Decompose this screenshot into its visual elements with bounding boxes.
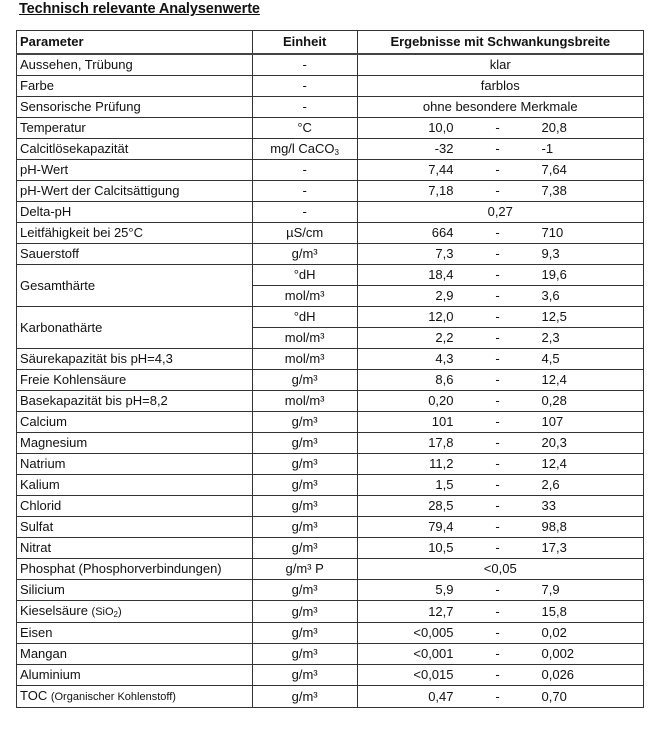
parameter-note-close: ) xyxy=(118,606,122,618)
parameter-cell: Magnesium xyxy=(17,433,253,454)
range-min: 18,4 xyxy=(428,267,454,282)
range-min: 7,3 xyxy=(435,246,454,261)
header-unit: Einheit xyxy=(252,31,357,55)
result-cell xyxy=(357,559,644,580)
table-row xyxy=(17,118,644,139)
table-row xyxy=(17,349,644,370)
range-separator: - xyxy=(495,330,500,345)
parameter-cell: Delta-pH xyxy=(17,202,253,223)
unit-cell: - xyxy=(252,54,357,76)
result-cell xyxy=(357,601,644,623)
table-row xyxy=(17,76,644,97)
unit-cell: g/m³ xyxy=(252,475,357,496)
table-row xyxy=(17,181,644,202)
result-value: <0,05 xyxy=(483,561,517,576)
result-range xyxy=(358,665,644,685)
range-separator: - xyxy=(495,393,500,408)
range-max: -1 xyxy=(541,141,554,156)
parameter-cell: Säurekapazität bis pH=4,3 xyxy=(17,349,253,370)
unit-cell: g/m³ xyxy=(252,370,357,391)
parameter-cell: Basekapazität bis pH=8,2 xyxy=(17,391,253,412)
range-min: 12,7 xyxy=(428,603,454,619)
range-max: 107 xyxy=(541,414,564,429)
table-row xyxy=(17,454,644,475)
result-cell xyxy=(357,517,644,538)
range-separator: - xyxy=(495,162,500,177)
table-row xyxy=(17,580,644,601)
range-min: <0,001 xyxy=(413,646,454,661)
range-min: 2,9 xyxy=(435,288,454,303)
table-row xyxy=(17,433,644,454)
result-cell xyxy=(357,623,644,644)
range-separator: - xyxy=(495,603,500,619)
parameter-cell: Kalium xyxy=(17,475,253,496)
table-row xyxy=(17,265,644,286)
result-cell xyxy=(357,454,644,475)
range-max: 20,3 xyxy=(541,435,567,450)
range-max: 12,5 xyxy=(541,309,567,324)
table-row xyxy=(17,307,644,328)
result-cell xyxy=(357,686,644,708)
parameter-cell: Aussehen, Trübung xyxy=(17,54,253,76)
table-row xyxy=(17,496,644,517)
result-cell xyxy=(357,433,644,454)
parameter-cell: Sensorische Prüfung xyxy=(17,97,253,118)
range-min: 7,18 xyxy=(428,183,454,198)
parameter-cell: Chlorid xyxy=(17,496,253,517)
parameter-cell: Sauerstoff xyxy=(17,244,253,265)
result-value: klar xyxy=(489,57,511,72)
unit-cell: g/m³ xyxy=(252,412,357,433)
result-range xyxy=(358,623,644,643)
range-max: 2,6 xyxy=(541,477,560,492)
unit-cell: g/m³ P xyxy=(252,559,357,580)
parameter-cell: Leitfähigkeit bei 25°C xyxy=(17,223,253,244)
range-separator: - xyxy=(495,519,500,534)
range-min: 8,6 xyxy=(435,372,454,387)
result-range xyxy=(358,475,644,495)
range-max: 0,28 xyxy=(541,393,567,408)
parameter-cell: Karbonathärte xyxy=(17,307,253,349)
parameter-note-text: (Organischer Kohlenstoff) xyxy=(50,691,176,703)
range-separator: - xyxy=(495,309,500,324)
range-separator: - xyxy=(495,141,500,156)
result-cell xyxy=(357,223,644,244)
header-result: Ergebnisse mit Schwankungsbreite xyxy=(357,31,644,55)
range-min: 79,4 xyxy=(428,519,454,534)
header-parameter: Parameter xyxy=(17,31,253,55)
result-range xyxy=(358,433,644,453)
unit-cell: g/m³ xyxy=(252,496,357,517)
result-value: 0,27 xyxy=(487,204,513,219)
result-range xyxy=(358,139,644,159)
unit-cell xyxy=(252,139,357,160)
parameter-cell: Calcitlösekapazität xyxy=(17,139,253,160)
parameter-name: TOC xyxy=(20,688,51,703)
parameter-cell: Freie Kohlensäure xyxy=(17,370,253,391)
unit-cell: g/m³ xyxy=(252,517,357,538)
parameter-note xyxy=(51,691,176,703)
unit-cell: g/m³ xyxy=(252,454,357,475)
unit-subscript: 3 xyxy=(334,148,339,157)
range-separator: - xyxy=(495,667,500,682)
result-cell xyxy=(357,265,644,286)
range-separator: - xyxy=(495,477,500,492)
table-row xyxy=(17,412,644,433)
range-min: 12,0 xyxy=(428,309,454,324)
result-range xyxy=(358,244,644,264)
parameter-cell xyxy=(17,601,253,623)
result-cell xyxy=(357,160,644,181)
unit-cell: - xyxy=(252,181,357,202)
range-separator: - xyxy=(495,246,500,261)
range-max: 12,4 xyxy=(541,372,567,387)
range-separator: - xyxy=(495,625,500,640)
parameter-cell: Temperatur xyxy=(17,118,253,139)
range-min: 10,0 xyxy=(428,120,454,135)
range-separator: - xyxy=(495,351,500,366)
parameter-cell: pH-Wert xyxy=(17,160,253,181)
range-max: 0,026 xyxy=(541,667,575,682)
unit-cell: - xyxy=(252,160,357,181)
range-separator: - xyxy=(495,120,500,135)
range-separator: - xyxy=(495,688,500,704)
range-max: 7,9 xyxy=(541,582,560,597)
parameter-cell: Sulfat xyxy=(17,517,253,538)
result-cell xyxy=(357,202,644,223)
parameter-cell: Mangan xyxy=(17,644,253,665)
table-row xyxy=(17,223,644,244)
result-range xyxy=(358,370,644,390)
unit-cell: g/m³ xyxy=(252,665,357,686)
range-min: 0,47 xyxy=(428,688,454,704)
range-separator: - xyxy=(495,540,500,555)
parameter-cell: Nitrat xyxy=(17,538,253,559)
result-range xyxy=(358,307,644,327)
result-range xyxy=(358,391,644,411)
result-cell xyxy=(357,97,644,118)
table-header-row xyxy=(17,31,644,55)
range-separator: - xyxy=(495,582,500,597)
range-separator: - xyxy=(495,183,500,198)
range-max: 2,3 xyxy=(541,330,560,345)
result-cell xyxy=(357,391,644,412)
result-range xyxy=(358,580,644,600)
table-row xyxy=(17,54,644,76)
table-row xyxy=(17,644,644,665)
table-row xyxy=(17,202,644,223)
result-cell xyxy=(357,328,644,349)
result-range xyxy=(358,687,644,707)
range-separator: - xyxy=(495,288,500,303)
result-cell xyxy=(357,370,644,391)
table-row xyxy=(17,686,644,708)
result-cell xyxy=(357,307,644,328)
parameter-cell: pH-Wert der Calcitsättigung xyxy=(17,181,253,202)
unit-cell: °C xyxy=(252,118,357,139)
unit-cell: mol/m³ xyxy=(252,349,357,370)
unit-cell: g/m³ xyxy=(252,644,357,665)
table-body xyxy=(17,54,644,708)
result-range xyxy=(358,328,644,348)
range-separator: - xyxy=(495,225,500,240)
range-min: 1,5 xyxy=(435,477,454,492)
range-separator: - xyxy=(495,435,500,450)
range-max: 9,3 xyxy=(541,246,560,261)
parameter-cell: Silicium xyxy=(17,580,253,601)
range-min: 5,9 xyxy=(435,582,454,597)
table-row xyxy=(17,538,644,559)
result-cell xyxy=(357,496,644,517)
result-cell xyxy=(357,349,644,370)
parameter-note-text: (SiO xyxy=(91,606,114,618)
range-max: 17,3 xyxy=(541,540,567,555)
unit-cell: g/m³ xyxy=(252,686,357,708)
result-cell xyxy=(357,181,644,202)
range-separator: - xyxy=(495,267,500,282)
parameter-subscript: 2 xyxy=(113,610,118,619)
table-row xyxy=(17,601,644,623)
table-row xyxy=(17,475,644,496)
range-max: 0,02 xyxy=(541,625,567,640)
range-min: -32 xyxy=(434,141,454,156)
unit-cell: mol/m³ xyxy=(252,391,357,412)
result-cell xyxy=(357,475,644,496)
table-row xyxy=(17,160,644,181)
range-max: 0,002 xyxy=(541,646,575,661)
range-max: 15,8 xyxy=(541,603,567,619)
unit-cell: g/m³ xyxy=(252,623,357,644)
result-cell xyxy=(357,538,644,559)
parameter-note xyxy=(92,606,122,618)
result-range xyxy=(358,286,644,306)
result-cell xyxy=(357,412,644,433)
range-min: 664 xyxy=(431,225,454,240)
unit-cell: °dH xyxy=(252,307,357,328)
analysis-table xyxy=(16,30,644,708)
range-separator: - xyxy=(495,646,500,661)
unit-cell: g/m³ xyxy=(252,244,357,265)
result-cell xyxy=(357,580,644,601)
range-max: 98,8 xyxy=(541,519,567,534)
range-separator: - xyxy=(495,498,500,513)
unit-cell: g/m³ xyxy=(252,601,357,623)
result-cell xyxy=(357,286,644,307)
unit-cell: - xyxy=(252,97,357,118)
range-max: 7,64 xyxy=(541,162,567,177)
table-row xyxy=(17,97,644,118)
parameter-cell: Phosphat (Phosphorverbindungen) xyxy=(17,559,253,580)
range-separator: - xyxy=(495,456,500,471)
parameter-cell: Calcium xyxy=(17,412,253,433)
result-range xyxy=(358,118,644,138)
parameter-cell xyxy=(17,686,253,708)
result-range xyxy=(358,223,644,243)
range-min: 11,2 xyxy=(429,456,454,471)
range-min: 17,8 xyxy=(428,435,454,450)
result-cell xyxy=(357,244,644,265)
table-row xyxy=(17,244,644,265)
range-min: 10,5 xyxy=(428,540,454,555)
result-range xyxy=(358,349,644,369)
range-min: 0,20 xyxy=(428,393,454,408)
parameter-cell: Farbe xyxy=(17,76,253,97)
unit-cell: - xyxy=(252,76,357,97)
table-row xyxy=(17,623,644,644)
range-min: <0,015 xyxy=(413,667,454,682)
range-max: 33 xyxy=(541,498,556,513)
result-cell xyxy=(357,644,644,665)
range-min: 7,44 xyxy=(428,162,454,177)
page-title: Technisch relevante Analysenwerte xyxy=(19,1,260,17)
result-range xyxy=(358,644,644,664)
result-cell xyxy=(357,118,644,139)
range-max: 20,8 xyxy=(541,120,567,135)
result-cell xyxy=(357,54,644,76)
table-row xyxy=(17,665,644,686)
unit-cell: µS/cm xyxy=(252,223,357,244)
result-range xyxy=(358,517,644,537)
unit-text: mg/l CaCO xyxy=(270,141,335,156)
range-max: 3,6 xyxy=(541,288,560,303)
result-cell xyxy=(357,665,644,686)
range-max: 4,5 xyxy=(541,351,560,366)
unit-cell: °dH xyxy=(252,265,357,286)
result-cell xyxy=(357,76,644,97)
range-separator: - xyxy=(495,414,500,429)
result-value: ohne besondere Merkmale xyxy=(422,99,578,114)
result-range xyxy=(358,160,644,180)
unit-cell: - xyxy=(252,202,357,223)
parameter-cell: Aluminium xyxy=(17,665,253,686)
result-range xyxy=(358,412,644,432)
range-max: 12,4 xyxy=(541,456,567,471)
parameter-cell: Eisen xyxy=(17,623,253,644)
parameter-cell: Gesamthärte xyxy=(17,265,253,307)
unit-cell: g/m³ xyxy=(252,538,357,559)
result-cell xyxy=(357,139,644,160)
unit-cell: mol/m³ xyxy=(252,286,357,307)
range-max: 0,70 xyxy=(541,688,567,704)
result-value: farblos xyxy=(480,78,520,93)
range-separator: - xyxy=(495,372,500,387)
range-min: 4,3 xyxy=(435,351,454,366)
range-max: 710 xyxy=(541,225,564,240)
table-row xyxy=(17,517,644,538)
unit-cell: g/m³ xyxy=(252,433,357,454)
result-range xyxy=(358,538,644,558)
range-min: 28,5 xyxy=(428,498,454,513)
parameter-name: Kieselsäure xyxy=(20,603,92,618)
result-range xyxy=(358,265,644,285)
range-max: 7,38 xyxy=(541,183,567,198)
result-range xyxy=(358,181,644,201)
parameter-cell: Natrium xyxy=(17,454,253,475)
unit-cell: g/m³ xyxy=(252,580,357,601)
range-min: 2,2 xyxy=(435,330,454,345)
range-max: 19,6 xyxy=(541,267,567,282)
result-range xyxy=(358,496,644,516)
result-range xyxy=(358,454,644,474)
table-row xyxy=(17,391,644,412)
unit-cell: mol/m³ xyxy=(252,328,357,349)
range-min: <0,005 xyxy=(413,625,454,640)
table-row xyxy=(17,370,644,391)
result-range xyxy=(358,602,644,622)
table-row xyxy=(17,139,644,160)
range-min: 101 xyxy=(431,414,454,429)
table-row xyxy=(17,559,644,580)
